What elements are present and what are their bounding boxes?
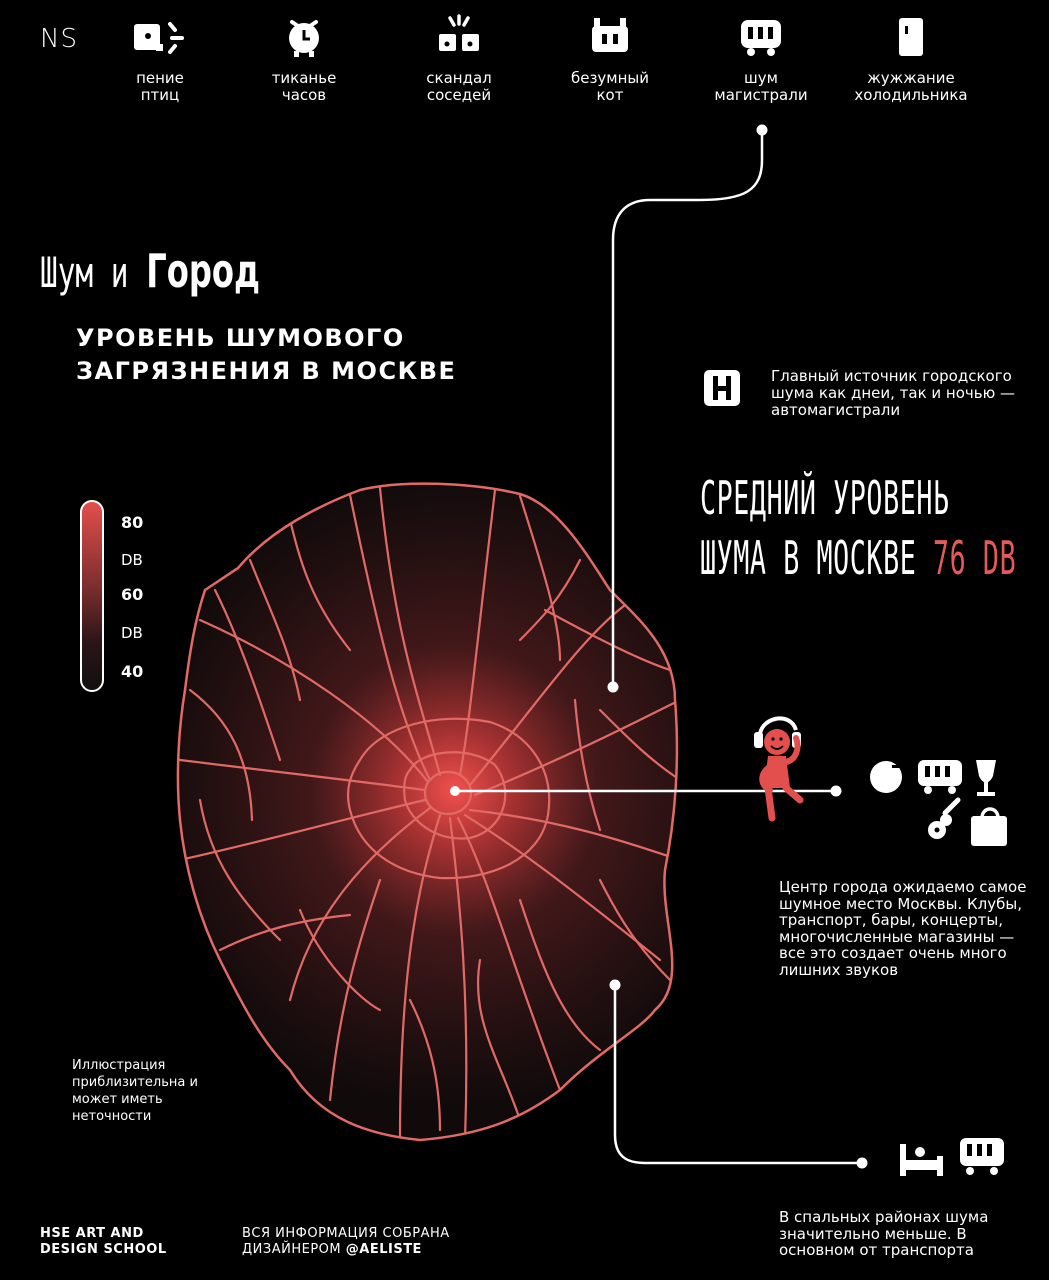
disclaimer: Иллюстрация приблизительна и может иметь неточности xyxy=(72,1058,198,1124)
source-cat: безумный кот xyxy=(545,14,675,104)
guitar-icon xyxy=(928,800,958,839)
footer-school: HSE ART AND DESIGN SCHOOL xyxy=(40,1226,167,1257)
wine-glass-icon xyxy=(976,760,996,796)
center-icons xyxy=(870,760,1007,846)
source-fridge: жужжание холодильника xyxy=(846,14,976,104)
center-note: Центр города ожидаемо самое шумное место Москвы. Клубы, транспорт, бары, концерты, многочисленные магазины — все это создает очень много лишних звуков xyxy=(779,878,1027,979)
shopping-bag-icon xyxy=(971,809,1007,846)
music-ball-icon xyxy=(870,761,902,793)
bus-icon-sleep xyxy=(960,1138,1004,1175)
main-source-note: Главный источник городского шума как днеи, так и ночью — автомагистрали xyxy=(771,367,1016,419)
page-subtitle: УРОВЕНЬ ШУМОВОГО ЗАГРЯЗНЕНИЯ В МОСКВЕ xyxy=(76,324,457,385)
ns-logo: NS xyxy=(40,24,78,54)
sleep-icons xyxy=(900,1138,1004,1176)
sleep-note: В спальных районах шума значительно меньше. В основном от транспорта xyxy=(779,1208,989,1259)
legend-80: 80 xyxy=(121,513,144,532)
bus-icon xyxy=(918,760,962,794)
page-title: Шум и Город xyxy=(40,244,261,298)
source-neighbors: скандал соседей xyxy=(394,14,524,104)
bed-icon xyxy=(900,1144,943,1176)
legend-40: 40 xyxy=(121,662,144,681)
center-dot xyxy=(450,786,460,796)
legend-60: 60 xyxy=(121,585,144,604)
average-value: 76 DB xyxy=(933,531,1017,585)
designer-handle: @AELISTE xyxy=(345,1242,422,1257)
source-traffic: шум магистрали xyxy=(696,14,826,104)
average-noise: СРЕДНИЙ УРОВЕНЬ ШУМА В МОСКВЕ 76 DB xyxy=(700,471,1017,585)
legend-unit-top: DB xyxy=(121,551,143,569)
legend-unit-mid: DB xyxy=(121,624,143,642)
dj-character-icon xyxy=(754,718,801,818)
source-birds: пение птиц xyxy=(95,14,225,104)
footer-credit: ВСЯ ИНФОРМАЦИЯ СОБРАНА ДИЗАЙНЕРОМ @AELISTE xyxy=(242,1226,450,1257)
source-clock: тиканье часов xyxy=(239,14,369,104)
